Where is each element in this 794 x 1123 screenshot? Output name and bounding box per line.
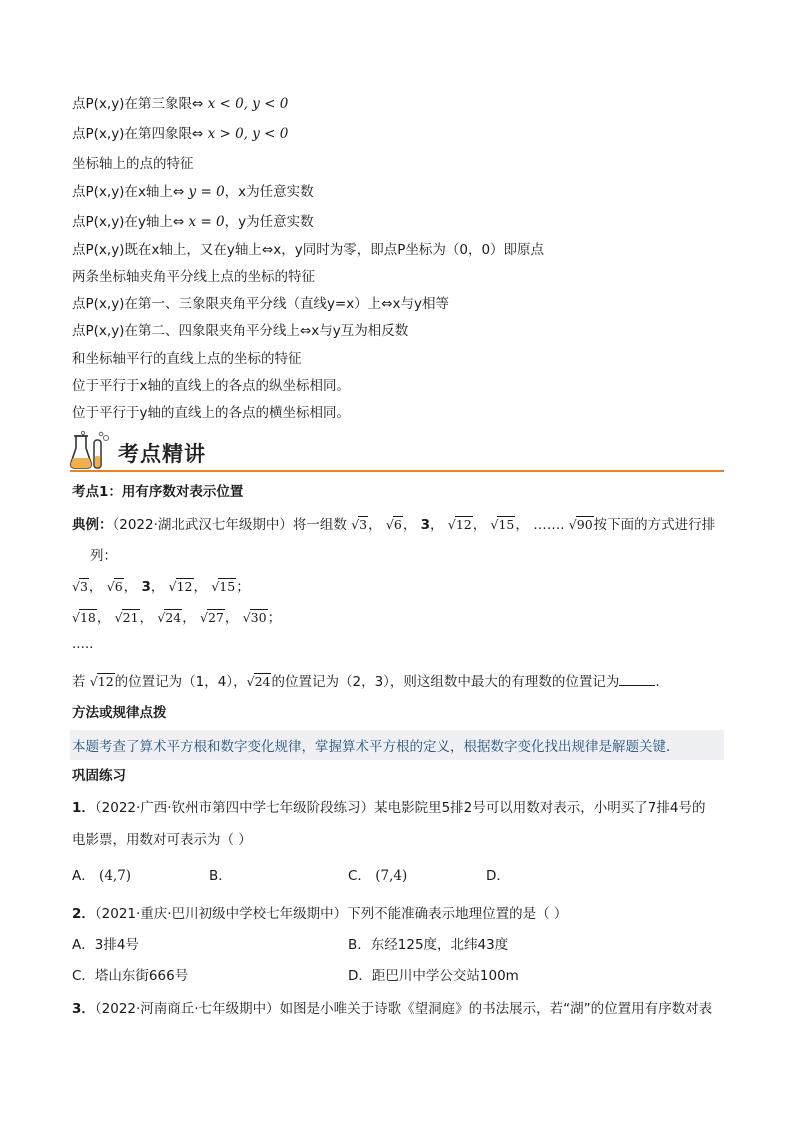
sqrt-expr: √90 <box>568 517 593 532</box>
text-line: 点P(x,y)在第一、三象限夹角平分线（直线y=x）上⇔x与y相等 <box>72 296 450 312</box>
section-title: 考点精讲 <box>118 442 206 466</box>
radical-row-2: √18， √21， √24， √27， √30； <box>72 610 282 626</box>
text-line: 两条坐标轴夹角平分线上点的坐标的特征 <box>72 269 315 285</box>
text-line: 位于平行于y轴的直线上的各点的横坐标相同。 <box>72 405 350 421</box>
text-line: 点P(x,y)既在x轴上，又在y轴上⇔x，y同时为零，即点P坐标为（0，0）即原点 <box>72 242 545 258</box>
example-line: 列： <box>90 548 117 564</box>
section-header <box>70 430 724 472</box>
q2-option-b: B．东经125度，北纬43度 <box>348 937 509 953</box>
example-line: 典例：（2022·湖北武汉七年级期中）将一组数 √3， √6， 3， √12， √15， ……. √90按下面的方式进行排 <box>72 517 716 533</box>
question-1-cont: 电影票，用数对可表示为（ ） <box>72 832 252 848</box>
sqrt-expr: √6 <box>385 517 402 532</box>
kaodian-title: 考点1：用有序数对表示位置 <box>72 484 244 500</box>
sqrt-expr: √3 <box>351 517 368 532</box>
q2-option-a: A．3排4号 <box>72 937 139 953</box>
text-line: 点P(x,y)在第四象限⇔ x > 0, y < 0 <box>72 126 289 142</box>
question-1: 1．（2022·广西·钦州市第四中学七年级阶段练习）某电影院里5排2号可以用数对表示，小明买了7排4号的 <box>72 800 706 816</box>
text-line: 位于平行于x轴的直线上的各点的纵坐标相同。 <box>72 378 350 394</box>
text-line: 点P(x,y)在第三象限⇔ x < 0, y < 0 <box>72 96 289 112</box>
answer-blank <box>619 671 655 686</box>
text-line: 点P(x,y)在x轴上⇔ y = 0，x为任意实数 <box>72 184 314 200</box>
text-line: 点P(x,y)在第二、四象限夹角平分线上⇔x与y互为相反数 <box>72 323 409 339</box>
flask-icon <box>70 430 114 470</box>
sqrt-expr: √15 <box>490 517 515 532</box>
q1-option-c: C． (7,4) <box>348 868 408 884</box>
q2-option-d: D．距巴川中学公交站100m <box>348 968 519 984</box>
example-question: 若 √12的位置记为（1，4），√24的位置记为（2，3），则这组数中最大的有理数的位置记为 . <box>72 671 660 692</box>
q2-option-c: C．塔山东街666号 <box>72 968 189 984</box>
q1-option-a: A． (4,7) <box>72 868 132 884</box>
practice-title: 巩固练习 <box>72 768 126 784</box>
text-line: 和坐标轴平行的直线上点的坐标的特征 <box>72 351 302 367</box>
method-title: 方法或规律点拨 <box>72 705 167 721</box>
question-3: 3．（2022·河南商丘·七年级期中）如图是小唯关于诗歌《望洞庭》的书法展示，若“湖”的位置用有序数对表 <box>72 1001 713 1017</box>
q1-option-b: B． <box>209 868 232 884</box>
method-text: 本题考查了算术平方根和数字变化规律，掌握算术平方根的定义，根据数字变化找出规律是解题关键． <box>72 739 680 755</box>
dots-line: ····· <box>72 640 94 656</box>
section-divider <box>70 470 724 472</box>
q1-option-d: D． <box>486 868 510 884</box>
method-tip-box <box>70 730 724 760</box>
question-2: 2．（2021·重庆·巴川初级中学校七年级期中）下列不能准确表示地理位置的是（ ） <box>72 906 568 922</box>
radical-row-1: √3， √6， 3， √12， √15； <box>72 579 250 595</box>
text-line: 坐标轴上的点的特征 <box>72 156 194 172</box>
sqrt-expr: √12 <box>447 517 472 532</box>
text-line: 点P(x,y)在y轴上⇔ x = 0，y为任意实数 <box>72 214 314 230</box>
